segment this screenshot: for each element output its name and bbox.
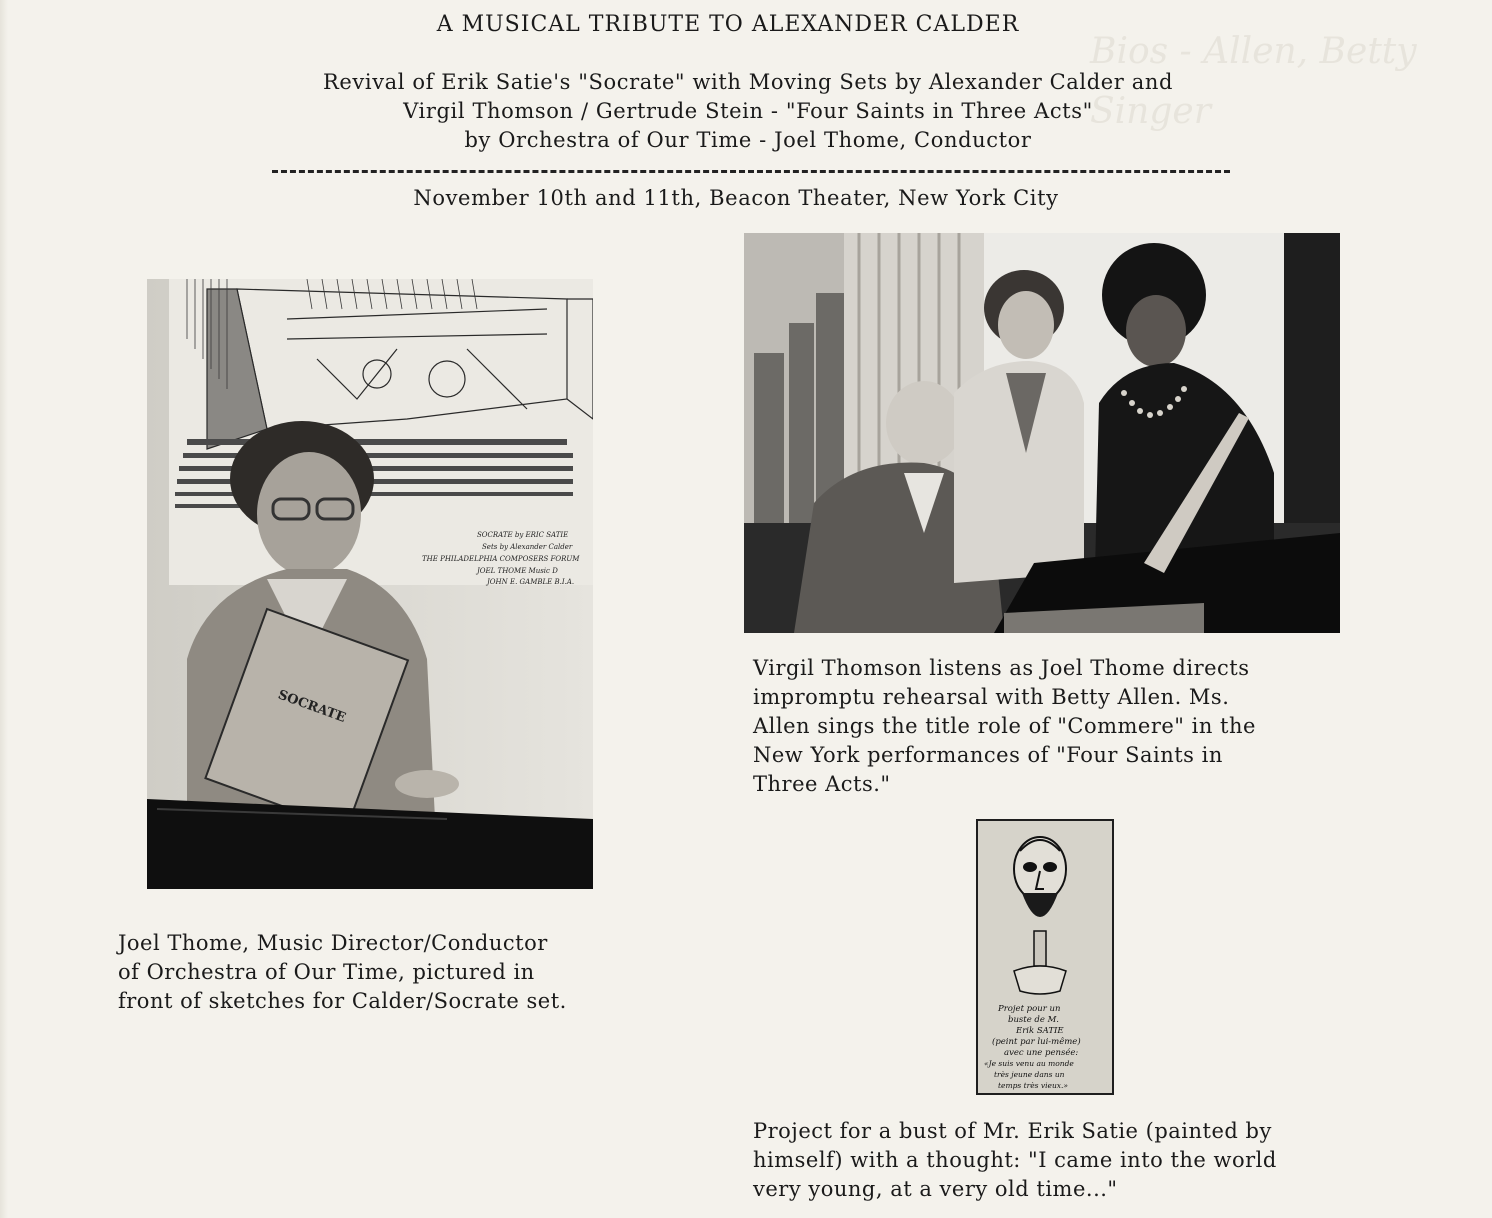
- photo-satie-bust-drawing: [976, 819, 1114, 1095]
- sketch-text-2: Sets by Alexander Calder: [482, 543, 573, 551]
- bust-text-2: buste de M.: [1008, 1015, 1060, 1025]
- faded-handwriting: Bios - Allen, Betty Singer: [1090, 31, 1417, 132]
- sketch-text-1: SOCRATE by ERIC SATIE: [477, 531, 569, 539]
- sketch-text-5: JOHN E. GAMBLE B.I.A.: [487, 578, 575, 586]
- caption-satie-bust: Project for a bust of Mr. Erik Satie (painted by himself) with a thought: "I came into the world very young, at a very old time...": [753, 1119, 1277, 1201]
- dashed-divider: [272, 170, 1230, 173]
- bust-text-6: «Je suis venu au monde: [984, 1059, 1074, 1068]
- photo-rehearsal: [744, 233, 1340, 633]
- subtitle-line-1: Revival of Erik Satie's "Socrate" with Moving Sets by Alexander Calder and: [322, 70, 1174, 94]
- bust-text-4: (peint par lui-même): [992, 1037, 1081, 1047]
- subtitle-line-3: by Orchestra of Our Time - Joel Thome, Conductor: [464, 128, 1032, 152]
- bust-text-1: Projet pour un: [998, 1004, 1061, 1014]
- sketch-text-3: THE PHILADELPHIA COMPOSERS FORUM: [422, 555, 580, 563]
- caption-joel-thome: Joel Thome, Music Director/Conductor of Orchestra of Our Time, pictured in front of sketches for Calder/Socrate set.: [118, 931, 567, 1013]
- paper-edge: [0, 0, 8, 1218]
- score-title: SOCRATE: [275, 687, 348, 726]
- caption-rehearsal: Virgil Thomson listens as Joel Thome directs impromptu rehearsal with Betty Allen. Ms. Allen sings the title role of "Commere" in the New York performances of "Four Saints in Three Acts.": [753, 656, 1256, 796]
- bust-text-8: temps très vieux.»: [998, 1081, 1068, 1090]
- event-date-line: November 10th and 11th, Beacon Theater, New York City: [413, 186, 1059, 210]
- subtitle-line-2: Virgil Thomson / Gertrude Stein - "Four Saints in Three Acts": [403, 99, 1093, 123]
- bust-text-5: avec une pensée:: [1004, 1048, 1079, 1058]
- page-title: A MUSICAL TRIBUTE TO ALEXANDER CALDER: [436, 12, 1020, 37]
- bust-text-3: Erik SATIE: [1016, 1026, 1064, 1036]
- photo-joel-thome: [147, 279, 593, 889]
- sketch-text-4: JOEL THOME Music D: [477, 567, 558, 575]
- bust-text-7: très jeune dans un: [994, 1070, 1065, 1079]
